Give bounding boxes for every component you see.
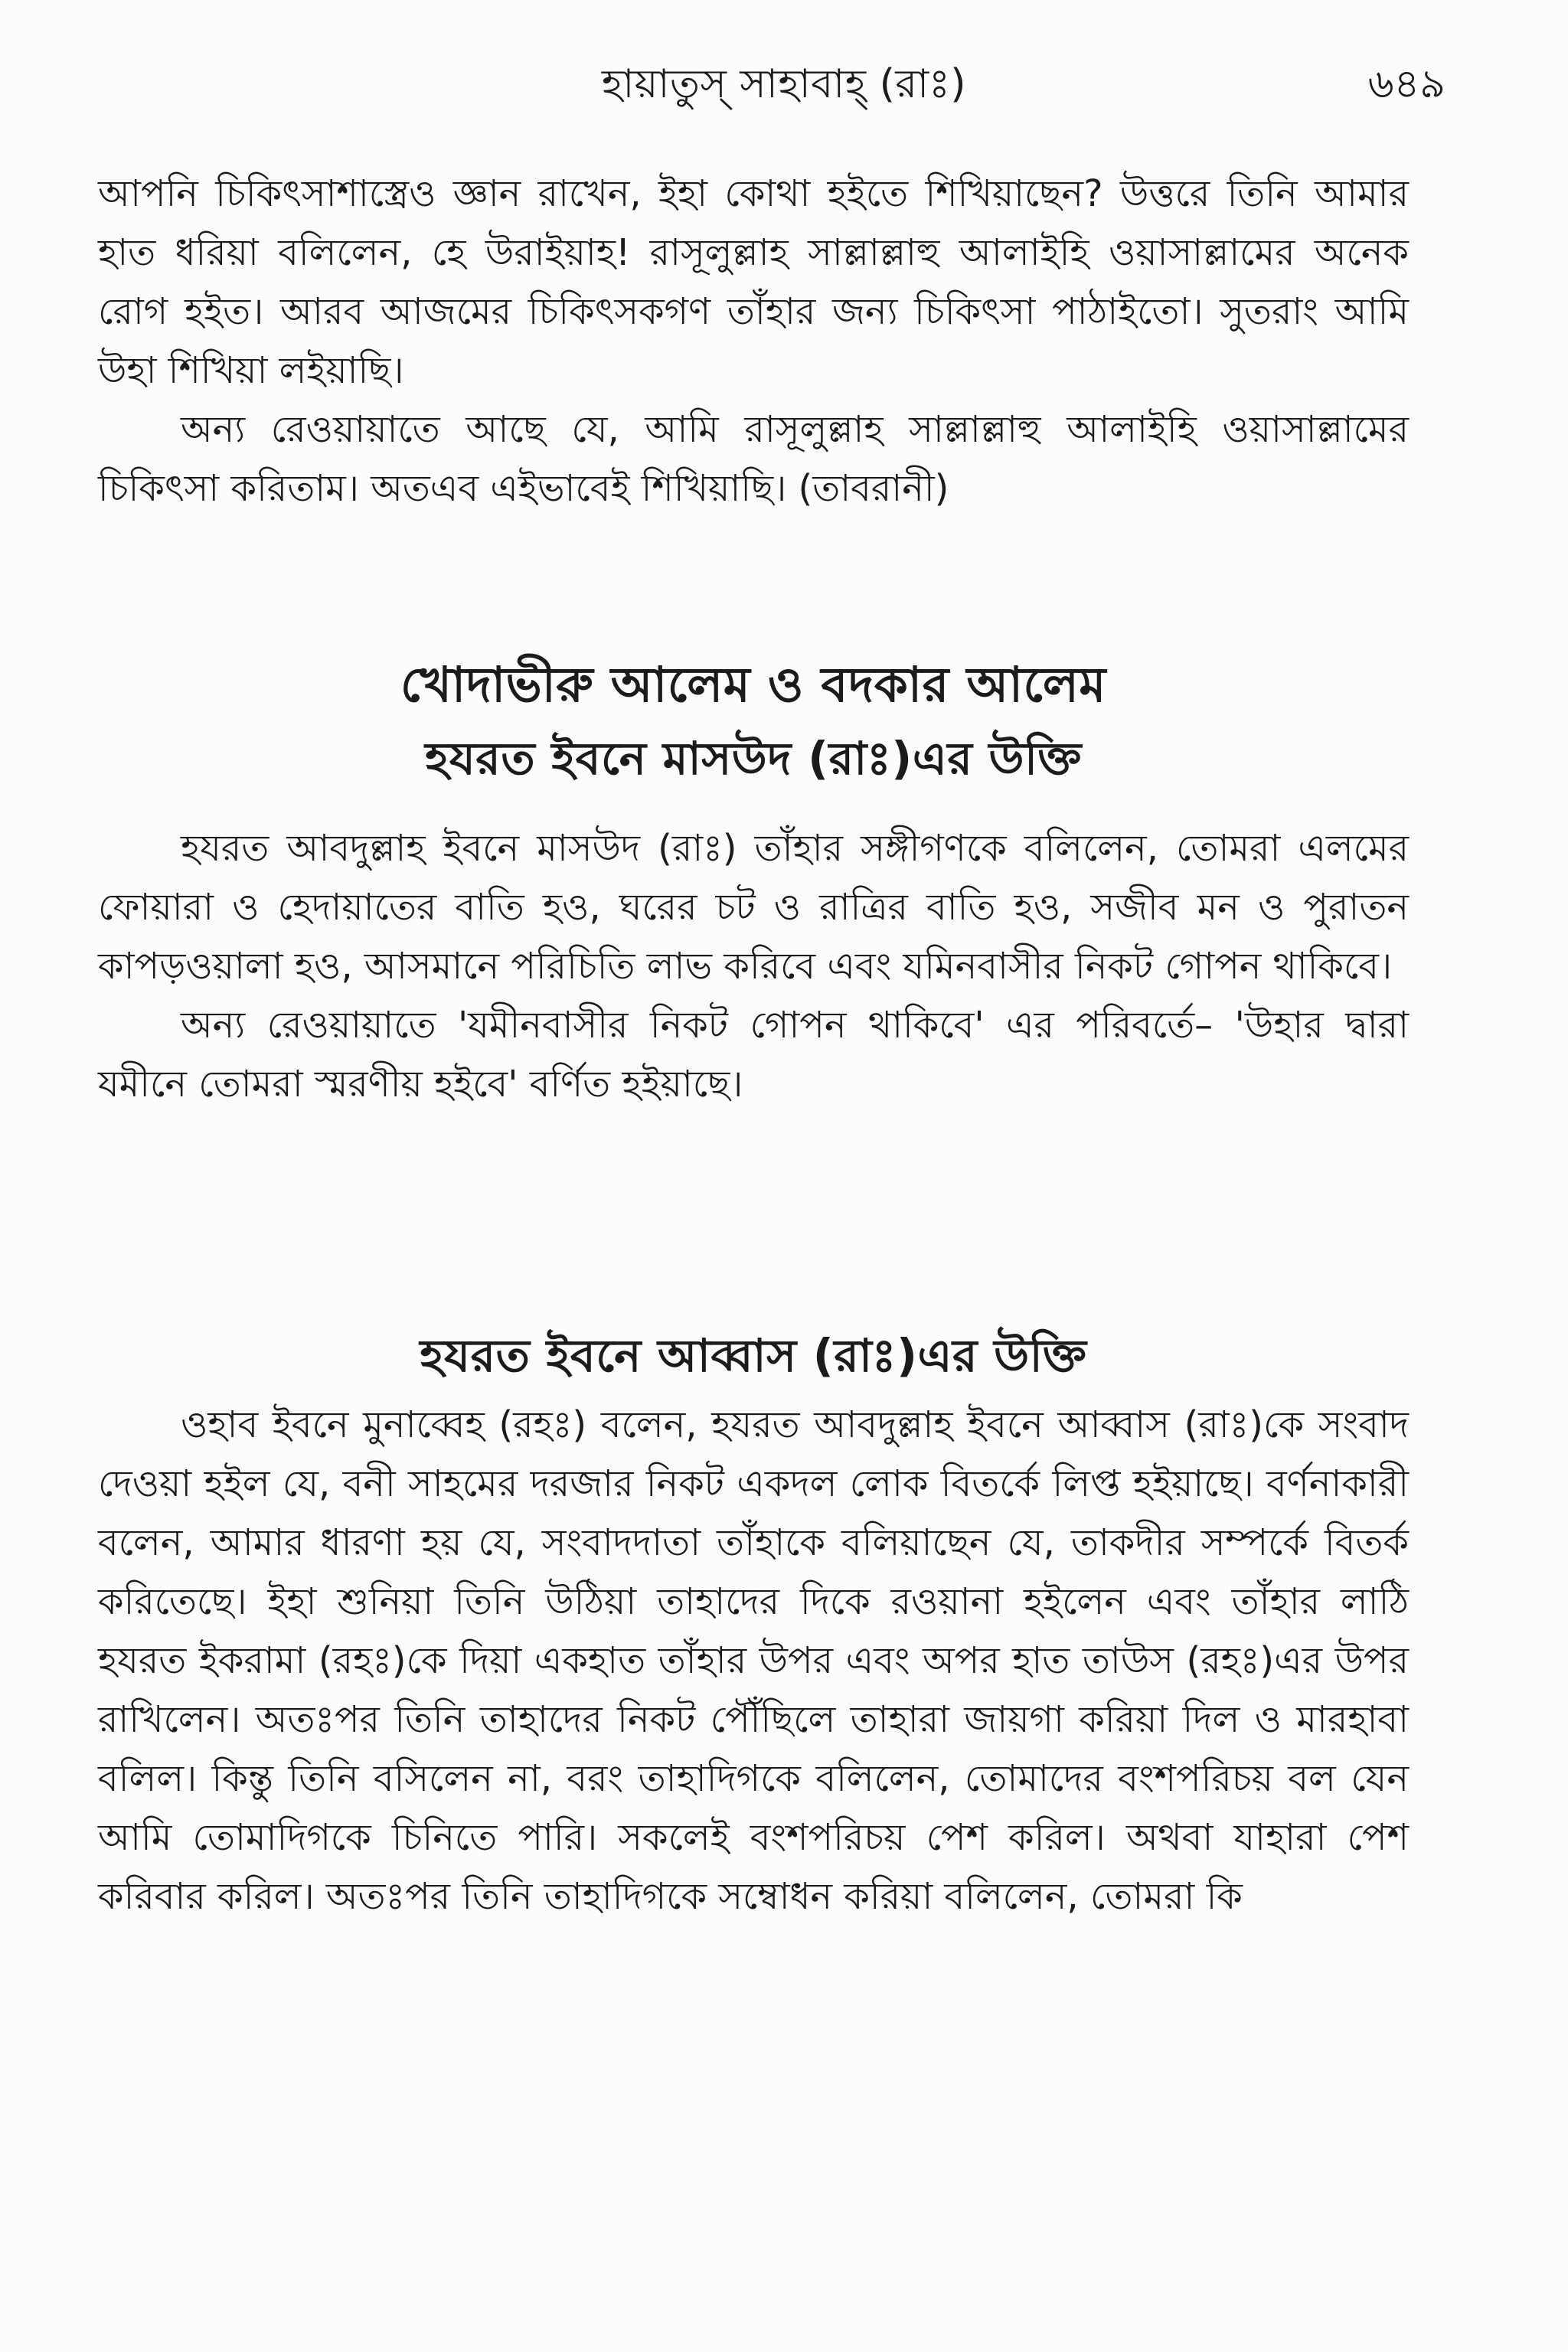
intro-paragraph-1: আপনি চিকিৎসাশাস্ত্রেও জ্ঞান রাখেন, ইহা কোথা হইতে শিখিয়াছেন? উত্তরে তিনি আমার হাত ধরিয়া বলিলেন, হে উরাইয়াহ! রাসূলুল্লাহ সাল্লাল্লাহু আলাইহি ওয়াসাল্লামের অনেক রোগ হইত। আরব আজমের চিকিৎসকগণ তাঁহার জন্য চিকিৎসা পাঠাইতো। সুতরাং আমি উহা শিখিয়া লইয়াছি।	[98, 172, 1409, 392]
section-title: খোদাভীরু আলেম ও বদকার আলেম	[400, 657, 1106, 713]
subsection-ibn-masud	[98, 819, 1409, 1114]
ibn-abbas-paragraph-1: ওহাব ইবনে মুনাব্বেহ (রহঃ) বলেন, হযরত আবদুল্লাহ ইবনে আব্বাস (রাঃ)কে সংবাদ দেওয়া হইল যে, বনী সাহমের দরজার নিকট একদল লোক বিতর্কে লিপ্ত হইয়াছে। বর্ণনাকারী বলেন, আমার ধারণা হয় যে, সংবাদদাতা তাঁহাকে বলিয়াছেন যে, তাকদীর সম্পর্কে বিতর্ক করিতেছে। ইহা শুনিয়া তিনি উঠিয়া তাহাদের দিকে রওয়ানা হইলেন এবং তাঁহার লাঠি হযরত ইকরামা (রহঃ)কে দিয়া একহাত তাঁহার উপর এবং অপর হাত তাউস (রহঃ)এর উপর রাখিলেন। অতঃপর তিনি তাহাদের নিকট পৌঁছিলে তাহারা জায়গা করিয়া দিল ও মারহাবা বলিল। কিন্তু তিনি বসিলেন না, বরং তাহাদিগকে বলিলেন, তোমাদের বংশপরিচয় বল যেন আমি তোমাদিগকে চিনিতে পারি। সকলেই বংশপরিচয় পেশ করিল। অথবা যাহারা পেশ করিবার করিল। অতঃপর তিনি তাহাদিগকে সম্বোধন করিয়া বলিলেন, তোমরা কি	[98, 1403, 1409, 1918]
running-title: হায়াতুস্ সাহাবাহ্ (রাঃ)	[601, 61, 967, 107]
section-block	[98, 647, 1409, 794]
ibn-masud-paragraph-1: হযরত আবদুল্লাহ ইবনে মাসউদ (রাঃ) তাঁহার সঙ্গীগণকে বলিলেন, তোমরা এলমের ফোয়ারা ও হেদায়াতের বাতি হও, ঘরের চট ও রাত্রির বাতি হও, সজীব মন ও পুরাতন কাপড়ওয়ালা হও, আসমানে পরিচিতি লাভ করিবে এবং যমিনবাসীর নিকট গোপন থাকিবে।	[98, 827, 1409, 988]
running-header	[0, 54, 1568, 115]
subsection-ibn-abbas	[98, 1321, 1409, 1926]
intro-block	[98, 165, 1409, 518]
subsection-title-ibn-abbas: হযরত ইবনে আব্বাস (রাঃ)এর উক্তি	[420, 1329, 1087, 1382]
subsection-title-ibn-masud: হযরত ইবনে মাসউদ (রাঃ)এর উক্তি	[425, 732, 1082, 785]
ibn-masud-paragraph-2: অন্য রেওয়ায়াতে 'যমীনবাসীর নিকট গোপন থাকিবে' এর পরিবর্তে– 'উহার দ্বারা যমীনে তোমরা স্মরণীয় হইবে' বর্ণিত হইয়াছে।	[98, 1004, 1409, 1106]
intro-paragraph-2: অন্য রেওয়ায়াতে আছে যে, আমি রাসূলুল্লাহ সাল্লাল্লাহু আলাইহি ওয়াসাল্লামের চিকিৎসা করিতাম। অতএব এইভাবেই শিখিয়াছি। (তাবরানী)	[98, 408, 1409, 510]
page-number: ৬৪৯	[1367, 61, 1446, 107]
